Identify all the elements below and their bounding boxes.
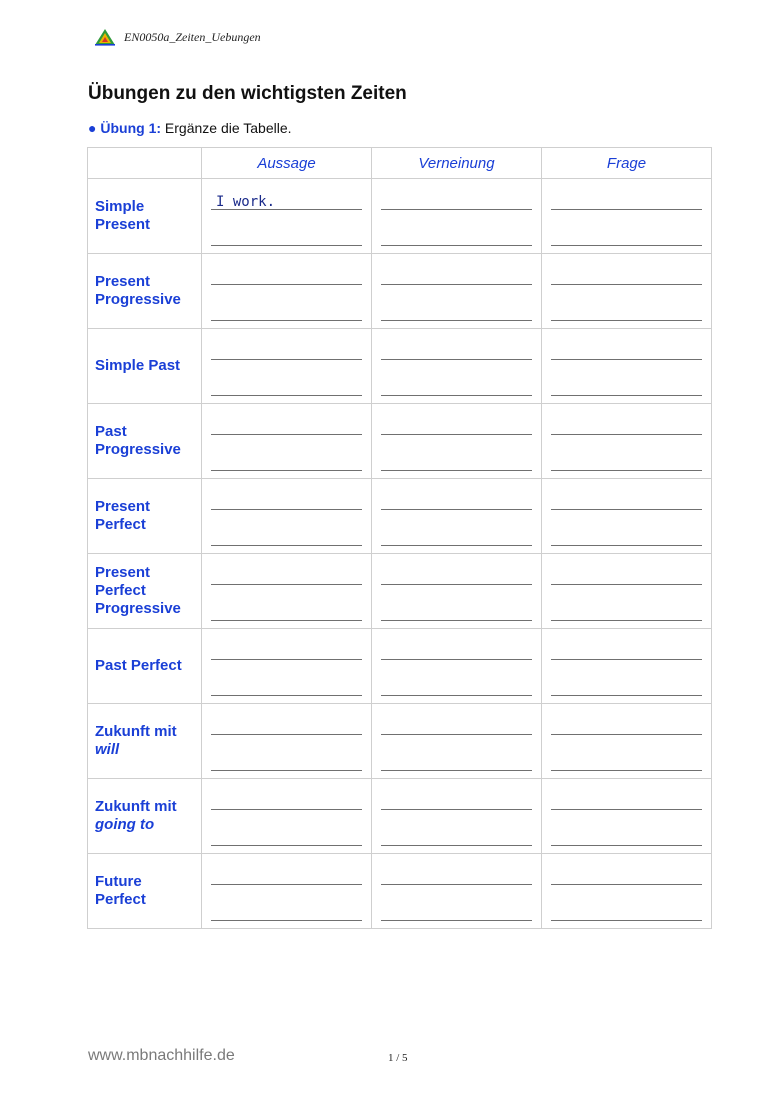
tense-label-line: Perfect (95, 891, 146, 908)
answer-line[interactable] (381, 734, 532, 735)
table-row (88, 779, 712, 854)
tense-label-cell (88, 254, 202, 329)
answer-line[interactable] (551, 884, 702, 885)
exercise-label: Übung 1: (100, 120, 162, 136)
answer-line[interactable] (551, 809, 702, 810)
answer-line[interactable] (381, 695, 532, 696)
tense-label-cell (88, 779, 202, 854)
tense-label-cell (88, 854, 202, 929)
answer-cell-aussage[interactable] (202, 629, 372, 704)
tense-label-line: Future (95, 873, 142, 890)
document-name: EN0050a_Zeiten_Uebungen (124, 29, 261, 44)
answer-line[interactable] (381, 284, 532, 285)
answer-line[interactable] (211, 545, 362, 546)
answer-line[interactable] (551, 434, 702, 435)
answer-line[interactable] (211, 770, 362, 771)
column-header-verneinung: Verneinung (372, 148, 542, 179)
tense-label-line: will (95, 741, 120, 758)
answer-cell-verneinung[interactable] (372, 629, 542, 704)
table-row (88, 329, 712, 404)
table-row (88, 704, 712, 779)
answer-cell-verneinung[interactable] (372, 479, 542, 554)
tense-label-line: Progressive (95, 600, 181, 617)
answer-cell-frage[interactable] (542, 629, 712, 704)
tense-label (88, 404, 201, 478)
answer-line[interactable] (381, 209, 532, 210)
answer-line[interactable] (211, 695, 362, 696)
answer-line[interactable] (211, 395, 362, 396)
exercise-instruction (88, 120, 292, 136)
answer-line[interactable] (551, 920, 702, 921)
tense-label-cell (88, 479, 202, 554)
answer-line[interactable] (551, 284, 702, 285)
answer-line[interactable] (211, 620, 362, 621)
mb-logo-icon (94, 28, 116, 46)
footer-url: www.mbnachhilfe.de (88, 1047, 235, 1064)
answer-cell-verneinung[interactable] (372, 404, 542, 479)
table-row (88, 554, 712, 629)
answer-line[interactable] (551, 395, 702, 396)
answer-line[interactable] (381, 620, 532, 621)
answer-line[interactable] (211, 284, 362, 285)
answer-cell-verneinung[interactable] (372, 179, 542, 254)
answer-line[interactable] (211, 884, 362, 885)
table-row (88, 629, 712, 704)
tenses-table (87, 147, 712, 929)
page-header (94, 27, 261, 47)
answer-line[interactable] (551, 470, 702, 471)
tense-label-line: Zukunft mit (95, 723, 177, 740)
answer-cell-aussage[interactable] (202, 254, 372, 329)
answer-line[interactable] (551, 209, 702, 210)
tense-label-line: Past Perfect (95, 657, 182, 674)
tense-label-line: Present (95, 564, 151, 581)
tense-label-cell (88, 629, 202, 704)
tense-label (88, 479, 201, 553)
tense-label-cell (88, 329, 202, 404)
answer-line[interactable] (381, 245, 532, 246)
answer-line[interactable] (211, 584, 362, 585)
answer-line[interactable] (381, 659, 532, 660)
answer-line[interactable] (211, 434, 362, 435)
answer-line[interactable] (551, 770, 702, 771)
tense-label-line: Past (95, 423, 127, 440)
answer-cell-verneinung[interactable] (372, 779, 542, 854)
answer-line[interactable] (381, 509, 532, 510)
answer-cell-verneinung[interactable] (372, 554, 542, 629)
answer-line[interactable] (381, 545, 532, 546)
tense-label-line: going to (95, 816, 155, 833)
answer-line[interactable] (381, 920, 532, 921)
answer-cell-verneinung[interactable] (372, 854, 542, 929)
answer-cell-frage[interactable] (542, 554, 712, 629)
answer-cell-frage[interactable] (542, 404, 712, 479)
answer-cell-aussage[interactable] (202, 704, 372, 779)
answer-cell-frage[interactable] (542, 779, 712, 854)
answer-line[interactable] (551, 509, 702, 510)
tense-label-line: Present (95, 498, 151, 515)
answer-line[interactable] (551, 734, 702, 735)
answer-line[interactable] (211, 509, 362, 510)
tense-label-cell (88, 554, 202, 629)
tense-label (88, 254, 201, 328)
answer-cell-frage[interactable] (542, 704, 712, 779)
example-answer: I work. (216, 194, 276, 210)
bullet-icon: ● (88, 120, 97, 136)
answer-line[interactable] (211, 245, 362, 246)
answer-line[interactable] (381, 320, 532, 321)
answer-cell-verneinung[interactable] (372, 329, 542, 404)
answer-cell-frage[interactable] (542, 179, 712, 254)
answer-line[interactable] (381, 809, 532, 810)
answer-line[interactable] (551, 845, 702, 846)
answer-line[interactable] (211, 809, 362, 810)
page-title: Übungen zu den wichtigsten Zeiten (88, 83, 407, 104)
answer-cell-aussage[interactable] (202, 404, 372, 479)
answer-line[interactable] (551, 320, 702, 321)
answer-line[interactable] (551, 620, 702, 621)
exercise-text: Ergänze die Tabelle. (161, 120, 292, 136)
answer-line[interactable] (211, 359, 362, 360)
answer-line[interactable] (381, 584, 532, 585)
table-row (88, 854, 712, 929)
answer-cell-frage[interactable] (542, 329, 712, 404)
answer-cell-verneinung[interactable] (372, 254, 542, 329)
table-header-row (88, 148, 712, 179)
answer-line[interactable] (381, 770, 532, 771)
answer-cell-frage[interactable] (542, 854, 712, 929)
answer-line[interactable] (551, 359, 702, 360)
answer-line[interactable] (551, 245, 702, 246)
tense-label-line: Present (95, 216, 151, 233)
answer-line[interactable] (381, 470, 532, 471)
page-number: 1 / 5 (388, 1052, 408, 1064)
answer-line[interactable] (381, 395, 532, 396)
answer-line[interactable] (211, 734, 362, 735)
answer-cell-aussage[interactable] (202, 854, 372, 929)
answer-line[interactable] (551, 695, 702, 696)
answer-line[interactable] (551, 659, 702, 660)
answer-cell-aussage[interactable] (202, 179, 372, 254)
answer-cell-aussage[interactable] (202, 554, 372, 629)
tense-label (88, 629, 201, 703)
answer-line[interactable] (551, 584, 702, 585)
tense-label-line: Simple Past (95, 357, 181, 374)
column-header-frage: Frage (542, 148, 712, 179)
header-corner-cell (88, 148, 202, 179)
tense-label-cell (88, 704, 202, 779)
answer-line[interactable] (211, 320, 362, 321)
tense-label (88, 554, 201, 628)
answer-line[interactable] (211, 920, 362, 921)
answer-line[interactable] (381, 359, 532, 360)
answer-cell-frage[interactable] (542, 254, 712, 329)
column-header-aussage: Aussage (202, 148, 372, 179)
tense-label (88, 329, 201, 403)
tense-label-line: Present (95, 273, 151, 290)
table-row (88, 404, 712, 479)
table-row (88, 479, 712, 554)
tense-label-line: Zukunft mit (95, 798, 177, 815)
tense-label (88, 179, 201, 253)
tense-label-line: Perfect (95, 582, 146, 599)
answer-line[interactable] (381, 845, 532, 846)
answer-cell-aussage[interactable] (202, 779, 372, 854)
table-row (88, 254, 712, 329)
tense-label (88, 704, 201, 778)
answer-cell-frage[interactable] (542, 479, 712, 554)
tense-label (88, 854, 201, 928)
answer-line[interactable] (211, 209, 362, 210)
answer-cell-aussage[interactable] (202, 479, 372, 554)
answer-line[interactable] (551, 545, 702, 546)
tense-label-line: Progressive (95, 291, 181, 308)
tense-label-line: Progressive (95, 441, 181, 458)
answer-cell-aussage[interactable] (202, 329, 372, 404)
answer-line[interactable] (381, 434, 532, 435)
tense-label-line: Perfect (95, 516, 146, 533)
tense-label (88, 779, 201, 853)
answer-line[interactable] (381, 884, 532, 885)
answer-cell-verneinung[interactable] (372, 704, 542, 779)
tense-label-cell (88, 404, 202, 479)
answer-line[interactable] (211, 470, 362, 471)
tense-label-cell (88, 179, 202, 254)
table-row (88, 179, 712, 254)
answer-line[interactable] (211, 659, 362, 660)
answer-line[interactable] (211, 845, 362, 846)
tense-label-line: Simple (95, 198, 145, 215)
